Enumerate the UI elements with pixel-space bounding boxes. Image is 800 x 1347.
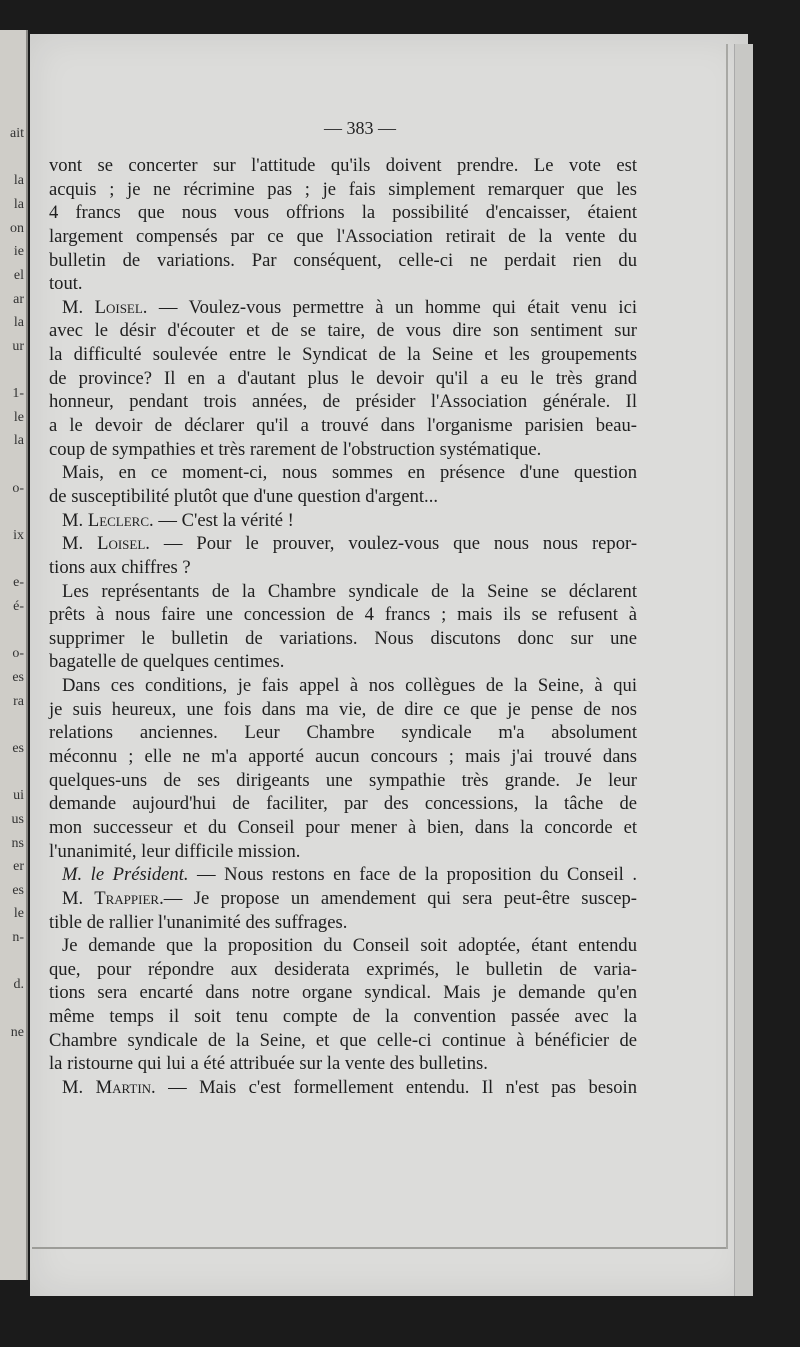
text-line: coup de sympathies et très rarement de l'obstruction systématique. <box>49 438 542 460</box>
facing-page-fragment: ix <box>13 528 24 544</box>
text-line: mon successeur et du Conseil pour mener à bien, dans la concorde et <box>49 816 637 838</box>
text-line: Je demande que la proposition du Conseil soit adoptée, étant entendu <box>62 935 637 957</box>
facing-page-fragment: ait <box>10 126 24 141</box>
text-line: bulletin de variations. Par conséquent, celle-ci ne perdait rien du <box>49 249 637 271</box>
facing-page-fragment: é- <box>13 599 24 614</box>
facing-page-fragment: 1- <box>12 386 24 402</box>
page-stack-edge <box>734 44 753 1296</box>
text-line: tions sera encarté dans notre organe syndical. Mais je demande qu'en <box>49 982 637 1004</box>
facing-page-fragment: n- <box>12 930 24 946</box>
facing-page-fragment: la <box>13 433 24 449</box>
facing-page-fragment: e- <box>13 575 24 591</box>
text-line: bagatelle de quelques centimes. <box>49 651 285 673</box>
text-line: relations anciennes. Leur Chambre syndicale m'a absolument <box>49 722 637 744</box>
facing-page-fragment: ui <box>13 788 24 804</box>
speaker-line: M. le Président. — Nous restons en face de la proposition du Conseil . <box>62 864 637 886</box>
facing-page-fragment: le <box>13 906 24 922</box>
text-line: prêts à nous faire une concession de 4 francs ; mais ils se refusent à <box>49 604 637 626</box>
facing-page-fragment: ne <box>10 1024 24 1040</box>
facing-page-fragment: le <box>13 409 24 425</box>
text-line: demande aujourd'hui de faciliter, par des concessions, la tâche de <box>49 793 637 815</box>
text-line: 4 francs que nous vous offrions la possibilité d'encaisser, étaient <box>49 202 637 224</box>
facing-page-fragment: la <box>13 196 24 212</box>
text-line: supprimer le bulletin de variations. Nous discutons donc sur une <box>49 627 637 649</box>
text-line: honneur, pendant trois années, de présider l'Association générale. Il <box>49 391 637 413</box>
text-line: tions aux chiffres ? <box>49 556 191 578</box>
text-line: de province? Il en a d'autant plus le devoir qu'il a eu le très grand <box>49 367 637 389</box>
facing-page-fragment: es <box>12 669 24 685</box>
text-line: la ristourne qui lui a été attribuée sur la vente des bulletins. <box>49 1053 488 1075</box>
text-line: avec le désir d'écouter et de se taire, de vous dire son sentiment sur <box>49 320 637 342</box>
facing-page-fragment: o- <box>12 480 24 496</box>
facing-page-fragment: er <box>13 859 24 875</box>
text-line: méconnu ; elle ne m'a apporté aucun concours ; mais j'ai trouvé dans <box>49 746 637 768</box>
speaker-line: M. Leclerc. — C'est la vérité ! <box>62 509 294 531</box>
text-line: même temps il soit tenu compte de la convention passée avec la <box>49 1006 637 1028</box>
facing-page-fragment: d. <box>13 977 24 993</box>
speaker-name: M. Trappier. <box>62 887 164 909</box>
text-line: de susceptibilité plutôt que d'une question d'argent... <box>49 485 439 507</box>
body-text <box>49 154 637 1100</box>
page-frame-right <box>726 44 728 1249</box>
text-line: vont se concerter sur l'attitude qu'ils doivent prendre. Le vote est <box>49 155 637 176</box>
book-page <box>30 34 748 1296</box>
page-frame-bottom <box>32 1247 726 1249</box>
text-line: tout. <box>49 273 83 295</box>
facing-page-fragment: o- <box>12 646 24 662</box>
text-line: a le devoir de déclarer qu'il a trouvé dans l'organisme parisien beau- <box>49 415 637 437</box>
speaker-line: M. Loisel. — Voulez-vous permettre à un homme qui était venu ici <box>62 296 637 318</box>
facing-page-fragment: ie <box>13 244 24 260</box>
speaker-name: M. le Président. <box>62 864 189 886</box>
speaker-name: M. Leclerc. <box>62 509 154 531</box>
facing-page-fragment: es <box>12 882 24 898</box>
facing-page-fragment: es <box>12 740 24 756</box>
facing-page-fragment: ur <box>12 338 24 354</box>
text-line: Chambre syndicale de la Seine, et que celle-ci continue à bénéficier de <box>49 1029 637 1051</box>
speaker-line: M. Trappier.— Je propose un amendement qui sera peut-être suscep- <box>62 887 637 909</box>
text-line: tible de rallier l'unanimité des suffrages. <box>49 911 348 933</box>
text-line: Dans ces conditions, je fais appel à nos collègues de la Seine, à qui <box>62 675 637 697</box>
text-line: acquis ; je ne récrimine pas ; je fais simplement remarquer que les <box>49 178 637 200</box>
text-line: quelques-uns de ses dirigeants une sympathie très grande. Je leur <box>49 769 637 791</box>
facing-page-fragment: la <box>13 173 24 189</box>
speaker-line: M. Martin. — Mais c'est formellement entendu. Il n'est pas besoin <box>62 1076 637 1098</box>
facing-page-fragment: el <box>13 267 24 283</box>
text-line: largement compensés par ce que l'Association retirait de la vente du <box>49 225 637 247</box>
facing-page-fragment: ns <box>11 835 24 851</box>
text-line: l'unanimité, leur difficile mission. <box>49 840 301 862</box>
speaker-name: M. Martin. <box>62 1076 156 1098</box>
facing-page-edge <box>0 30 28 1280</box>
page-number: — 383 — <box>324 118 396 138</box>
text-line: Les représentants de la Chambre syndicale de la Seine se déclarent <box>62 580 637 602</box>
facing-page-fragment: la <box>13 315 24 331</box>
facing-page-fragment: ra <box>13 693 24 709</box>
facing-page-fragment: on <box>10 220 24 236</box>
speaker-line: M. Loisel. — Pour le prouver, voulez-vous que nous nous repor- <box>62 533 638 555</box>
text-line: que, pour répondre aux desiderata exprimés, le bulletin de varia- <box>49 958 637 980</box>
speaker-name: M. Loisel. <box>62 533 150 555</box>
text-line: je suis heureux, une fois dans ma vie, de dire ce que je pense de nos <box>49 698 637 720</box>
text-line: la difficulté soulevée entre le Syndicat de la Seine et les groupements <box>49 344 637 366</box>
speaker-name: M. Loisel. <box>62 296 148 318</box>
facing-page-fragment: ar <box>13 291 24 307</box>
text-line: Mais, en ce moment-ci, nous sommes en présence d'une question <box>62 462 637 484</box>
facing-page-fragment: us <box>11 811 24 827</box>
